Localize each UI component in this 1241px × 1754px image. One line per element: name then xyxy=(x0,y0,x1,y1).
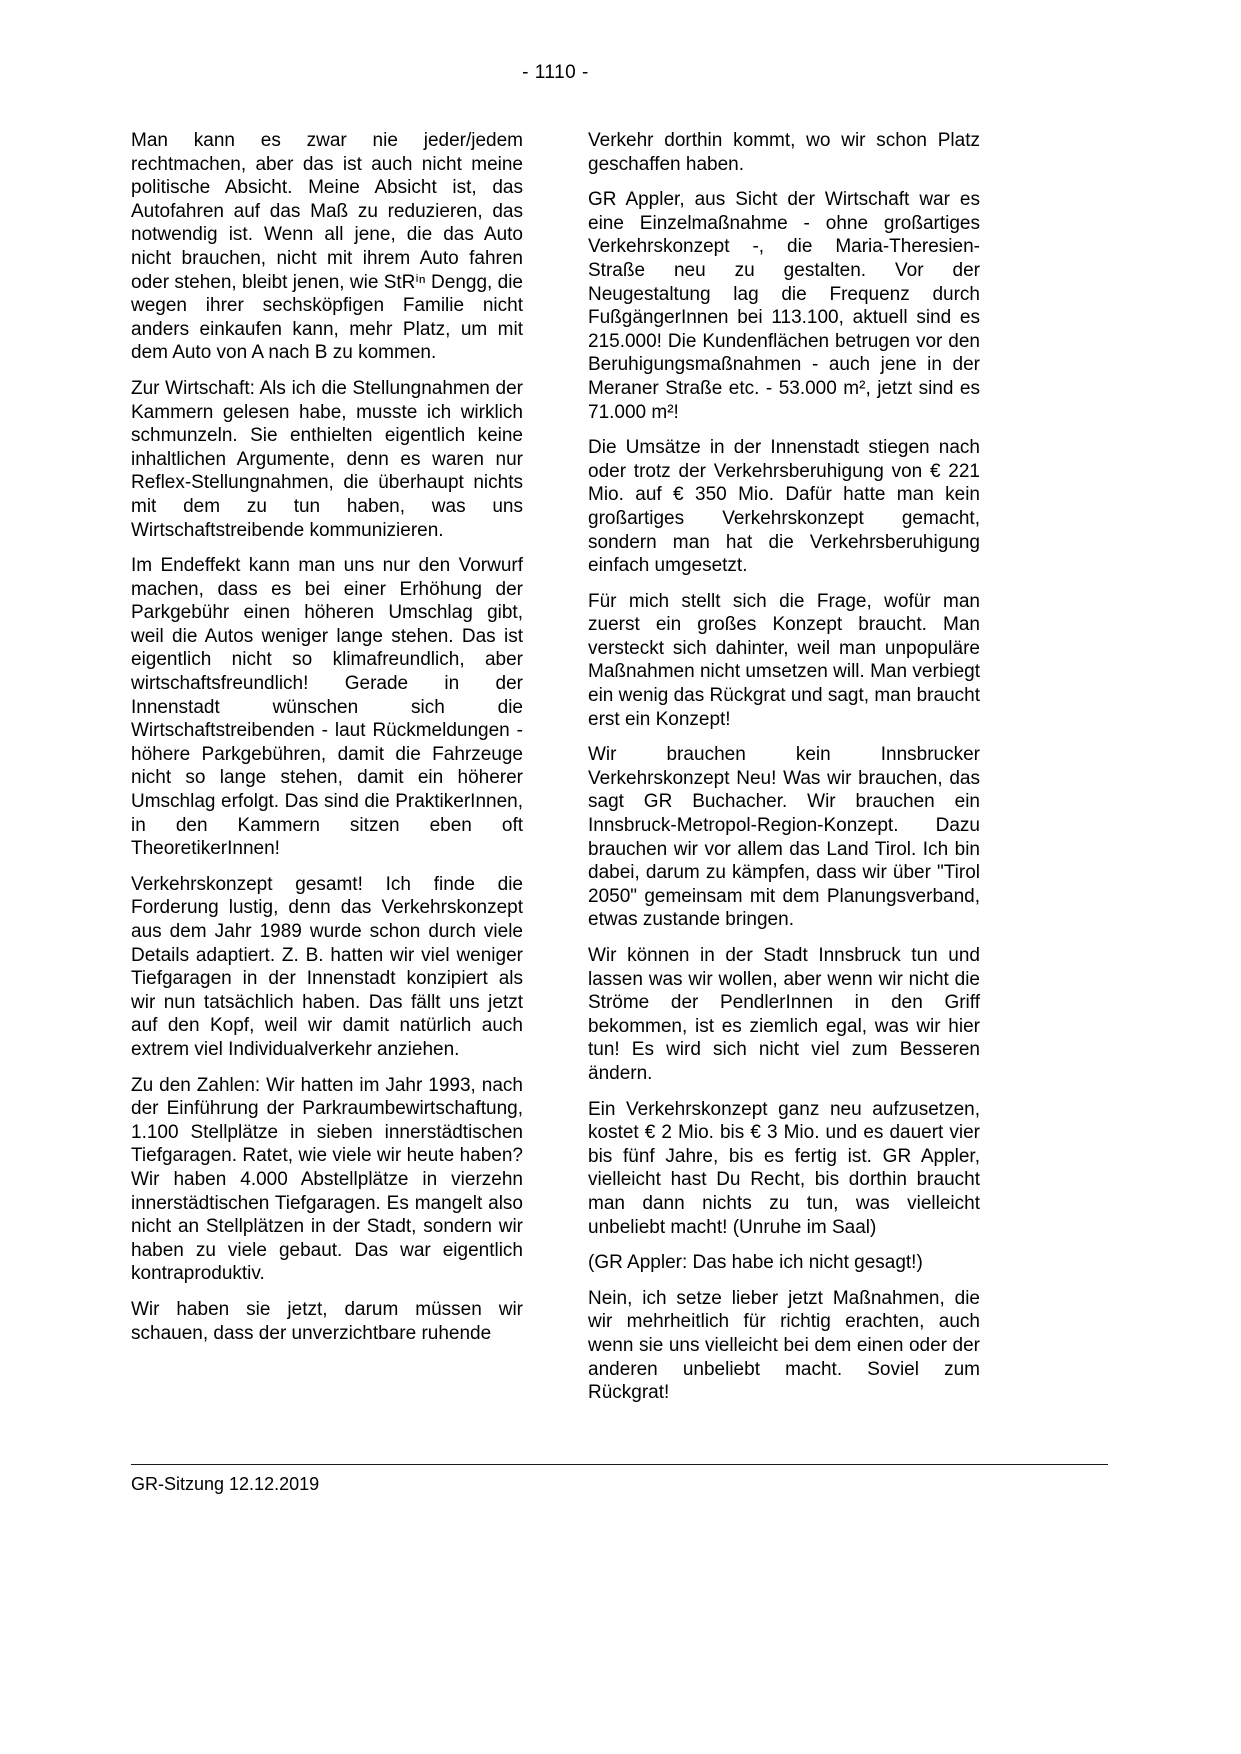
left-column xyxy=(131,129,523,1417)
paragraph: Die Umsätze in der Innenstadt stiegen nach oder trotz der Verkehrsberuhigung von € 221 Mio. auf € 350 Mio. Dafür hatte man kein großartiges Verkehrskonzept gemacht, sondern man hat die Verkehrsberuhigung einfach umgesetzt. xyxy=(588,437,980,577)
body-text xyxy=(131,129,980,1417)
paragraph: Wir brauchen kein Innsbrucker Verkehrskonzept Neu! Was wir brauchen, das sagt GR Buchacher. Wir brauchen ein Innsbruck-Metropol-Region-Konzept. Dazu brauchen wir vor allem das Land Tirol. Ich bin dabei, darum zu kämpfen, dass wir über "Tirol 2050" gemeinsam mit dem Planungsverband, etwas zustande bringen. xyxy=(588,744,980,931)
right-column xyxy=(588,129,980,1417)
paragraph: GR Appler, aus Sicht der Wirtschaft war es eine Einzelmaßnahme - ohne großartiges Verkehrskonzept -, die Maria-Theresien-Straße neu zu gestalten. Vor der Neugestaltung lag die Frequenz durch FußgängerInnen bei 113.100, aktuell sind es 215.000! Die Kundenflächen betrugen vor den Beruhigungsmaßnahmen - auch jene in der Meraner Straße etc. - 53.000 m², jetzt sind es 71.000 m²! xyxy=(588,189,980,423)
footer-text: GR-Sitzung 12.12.2019 xyxy=(131,1474,320,1494)
paragraph: Im Endeffekt kann man uns nur den Vorwurf machen, dass es bei einer Erhöhung der Parkgebühr einen höheren Umschlag gibt, weil die Autos weniger lange stehen. Das ist eigentlich nicht so klimafreundlich, aber wirtschaftsfreundlich! Gerade in der Innenstadt wünschen sich die Wirtschaftstreibenden - laut Rückmeldungen - höhere Parkgebühren, damit die Fahrzeuge nicht so lange stehen, damit ein höherer Umschlag erfolgt. Das sind die PraktikerInnen, in den Kammern sitzen eben oft TheoretikerInnen! xyxy=(131,555,523,860)
paragraph: Zur Wirtschaft: Als ich die Stellungnahmen der Kammern gelesen habe, musste ich wirklich schmunzeln. Sie enthielten eigentlich keine inhaltlichen Argumente, denn es waren nur Reflex-Stellungnahmen, die überhaupt nichts mit dem zu tun haben, was uns Wirtschaftstreibende kommunizieren. xyxy=(131,377,523,541)
page-footer xyxy=(131,1464,1108,1495)
paragraph: Für mich stellt sich die Frage, wofür man zuerst ein großes Konzept braucht. Man versteckt sich dahinter, weil man unpopuläre Maßnahmen nicht umsetzen will. Man verbiegt ein wenig das Rückgrat und sagt, man braucht erst ein Konzept! xyxy=(588,590,980,730)
paragraph: Verkehr dorthin kommt, wo wir schon Platz geschaffen haben. xyxy=(588,130,980,175)
paragraph: (GR Appler: Das habe ich nicht gesagt!) xyxy=(588,1252,923,1274)
paragraph: Man kann es zwar nie jeder/jedem rechtmachen, aber das ist auch nicht meine politische Absicht. Meine Absicht ist, das Autofahren auf das Maß zu reduzieren, das notwendig ist. Wenn all jene, die das Auto nicht brauchen, nicht mit ihrem Auto fahren oder stehen, bleibt jenen, wie StRⁱⁿ Dengg, die wegen ihrer sechsköpfigen Familie nicht anders einkaufen kann, mehr Platz, um mit dem Auto von A nach B zu kommen. xyxy=(131,130,523,364)
paragraph: Wir haben sie jetzt, darum müssen wir schauen, dass der unverzichtbare ruhende xyxy=(131,1298,523,1344)
paragraph: Zu den Zahlen: Wir hatten im Jahr 1993, nach der Einführung der Parkraumbewirtschaftung, 1.100 Stellplätze in sieben innerstädtischen Tiefgaragen. Ratet, wie viele wir heute haben? Wir haben 4.000 Abstellplätze in vierzehn innerstädtischen Tiefgaragen. Es mangelt also nicht an Stellplätzen in der Stadt, sondern wir haben zu viele gebaut. Das war eigentlich kontraproduktiv. xyxy=(131,1074,523,1285)
paragraph: Nein, ich setze lieber jetzt Maßnahmen, die wir mehrheitlich für richtig erachten, auch wenn sie uns vielleicht bei dem einen oder der anderen unbeliebt macht. Soviel zum Rückgrat! xyxy=(588,1287,980,1404)
paragraph: Ein Verkehrskonzept ganz neu aufzusetzen, kostet € 2 Mio. bis € 3 Mio. und es dauert vier bis fünf Jahre, bis es fertig ist. GR Appler, vielleicht hast Du Recht, bis dorthin braucht man dann nichts zu tun, was vielleicht unbeliebt macht! (Unruhe im Saal) xyxy=(588,1098,980,1238)
page-number: - 1110 - xyxy=(522,62,589,83)
paragraph: Verkehrskonzept gesamt! Ich finde die Forderung lustig, denn das Verkehrskonzept aus dem Jahr 1989 wurde schon durch viele Details adaptiert. Z. B. hatten wir viel weniger Tiefgaragen in der Innenstadt konzipiert als wir nun tatsächlich haben. Das fällt uns jetzt auf den Kopf, weil wir damit natürlich auch extrem viel Individualverkehr anziehen. xyxy=(131,873,523,1060)
paragraph: Wir können in der Stadt Innsbruck tun und lassen was wir wollen, aber wenn wir nicht die Ströme der PendlerInnen in den Griff bekommen, ist es ziemlich egal, was wir hier tun! Es wird sich nicht viel zum Besseren ändern. xyxy=(588,945,980,1084)
footer-divider xyxy=(131,1464,1108,1465)
